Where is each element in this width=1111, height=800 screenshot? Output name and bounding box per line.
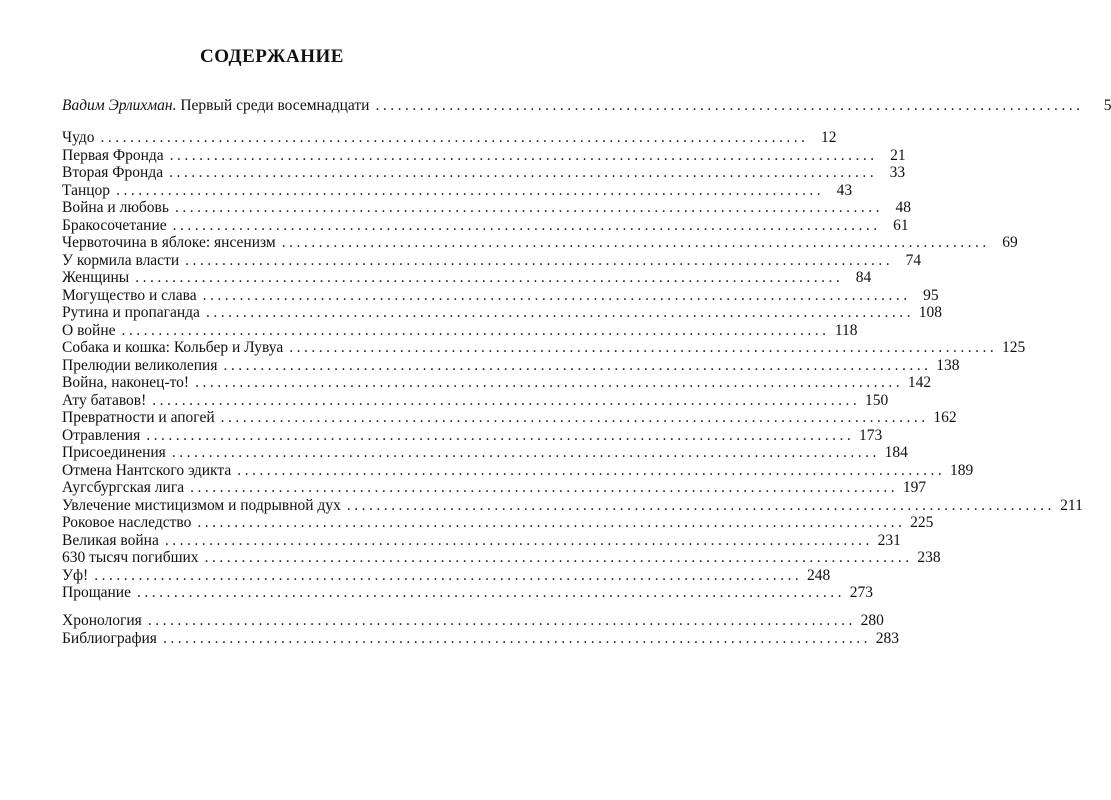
toc-entry-title: Могущество и слава: [62, 286, 197, 304]
dot-leader: ................................................................................................: [94, 566, 803, 584]
dot-leader: ................................................................................................: [147, 612, 856, 629]
dot-leader: ................................................................................................: [237, 461, 946, 479]
toc-entry-title: Ату батавов!: [62, 391, 147, 409]
dot-leader: ................................................................................................: [164, 531, 873, 549]
toc-page-number: 74: [905, 251, 922, 269]
toc-page-number: 12: [820, 129, 837, 146]
toc-entry-title: Роковое наследство: [62, 514, 192, 531]
toc-entry-title: Превратности и апогей: [62, 409, 215, 426]
dot-leader: ................................................................................................: [172, 216, 881, 234]
toc-page-number: 150: [865, 391, 889, 409]
toc-page-number: 211: [1060, 496, 1083, 514]
toc-entry-title: Библиография: [62, 630, 157, 647]
page-title: СОДЕРЖАНИЕ: [200, 46, 344, 67]
toc-entry-title: Женщины: [62, 269, 130, 286]
toc-page-number: 184: [884, 444, 908, 461]
toc-page-number: 125: [1001, 339, 1026, 356]
dot-leader: ................................................................................................: [205, 304, 914, 321]
toc-page-number: 173: [858, 426, 883, 444]
toc-entry-title: Отравления: [62, 426, 141, 444]
dot-leader: ................................................................................................: [223, 356, 932, 374]
toc-page-number: 231: [877, 531, 901, 549]
toc-entry-title: Собака и кошка: Кольбер и Лувуа: [62, 339, 284, 356]
toc-entry-title: 630 тысяч погибших: [62, 549, 199, 566]
dot-leader: ................................................................................................: [195, 374, 904, 391]
dot-leader: ................................................................................................: [202, 286, 911, 304]
dot-leader: ................................................................................................: [190, 479, 899, 496]
dot-leader: ................................................................................................: [220, 409, 929, 426]
toc-entry-title: Отмена Нантского эдикта: [62, 461, 232, 479]
toc-entry-title: Чудо: [62, 129, 95, 146]
toc-page-number: 162: [933, 409, 957, 426]
toc-page-number: 84: [855, 269, 872, 286]
toc-entry-title: Червоточина в яблоке: янсенизм: [62, 234, 276, 251]
toc-page-number: 142: [907, 374, 932, 391]
toc-page-number: 69: [1002, 234, 1018, 251]
toc-page-number: 61: [893, 216, 909, 234]
toc-page-number: 48: [895, 199, 911, 216]
dot-leader: ................................................................................................: [146, 426, 855, 444]
dot-leader: ................................................................................................: [197, 514, 906, 531]
intro-author: Вадим Эрлихман.: [62, 97, 177, 114]
toc-entry-title: Хронология: [62, 612, 142, 629]
toc-entry-title: О войне: [62, 321, 116, 339]
toc-entry-title: Первая Фронда: [62, 146, 164, 164]
toc-page-number: 138: [936, 356, 960, 374]
dot-leader: ................................................................................................: [169, 164, 878, 181]
toc-page-number: 95: [923, 286, 939, 304]
toc-entry-title: Прощание: [62, 584, 131, 601]
toc-entry-title: Аугсбургская лига: [62, 479, 185, 496]
dot-leader: ................................................................................................: [121, 321, 830, 339]
toc-page-number: 225: [910, 514, 934, 531]
toc-entry-title: Вторая Фронда: [62, 164, 164, 181]
dot-leader: ................................................................................................: [289, 339, 998, 356]
dot-leader: ................................................................................................: [116, 181, 825, 199]
toc-page-number: 280: [860, 612, 884, 629]
dot-leader: ................................................................................................: [100, 129, 809, 146]
toc-entry-title: У кормила власти: [62, 251, 180, 269]
toc-page-number: 248: [806, 566, 831, 584]
toc-appendix-entry: [62, 629, 899, 649]
toc-entry-title: Война и любовь: [62, 199, 169, 216]
dot-leader: ................................................................................................: [281, 234, 990, 251]
dot-leader: ................................................................................................: [171, 444, 880, 461]
toc-entry-title: Увлечение мистицизмом и подрывной дух: [62, 496, 341, 514]
toc-page-number: 5: [1103, 97, 1111, 114]
dot-leader: ................................................................................................: [375, 97, 1084, 114]
toc-page-number: 273: [849, 584, 873, 601]
toc-page-number: 283: [875, 630, 899, 647]
dot-leader: ................................................................................................: [136, 584, 845, 601]
intro-title: Первый среди восемнадцати: [180, 97, 370, 114]
toc-entry-title: Война, наконец-то!: [62, 374, 190, 391]
toc-entry-title: Уф!: [62, 566, 89, 584]
toc-page-number: 118: [834, 321, 858, 339]
dot-leader: ................................................................................................: [162, 630, 871, 647]
toc-page-number: 189: [949, 461, 974, 479]
toc-page-number: 238: [917, 549, 941, 566]
toc-page-number: 197: [902, 479, 927, 496]
dot-leader: ................................................................................................: [169, 146, 878, 164]
toc-intro-entry: [62, 96, 1111, 116]
toc-chapter-entry: [62, 583, 873, 603]
toc-entry-title: Великая война: [62, 531, 159, 549]
toc-entry-title: Присоединения: [62, 444, 166, 461]
dot-leader: ................................................................................................: [152, 391, 861, 409]
toc-entry-text: [62, 96, 369, 116]
toc-entry-title: Танцор: [62, 181, 111, 199]
toc-appendix-entry: [62, 611, 884, 631]
toc-entry-title: Рутина и пропаганда: [62, 304, 200, 321]
toc-entry-title: Прелюдии великолепия: [62, 356, 218, 374]
toc-page-number: 43: [836, 181, 853, 199]
dot-leader: ................................................................................................: [204, 549, 913, 566]
dot-leader: ................................................................................................: [135, 269, 844, 286]
toc-page-number: 33: [889, 164, 906, 181]
dot-leader: ................................................................................................: [174, 199, 883, 216]
toc-page-number: 108: [918, 304, 942, 321]
dot-leader: ................................................................................................: [346, 496, 1055, 514]
dot-leader: ................................................................................................: [185, 251, 894, 269]
toc-page-number: 21: [890, 146, 906, 164]
toc-entry-title: Бракосочетание: [62, 216, 167, 234]
